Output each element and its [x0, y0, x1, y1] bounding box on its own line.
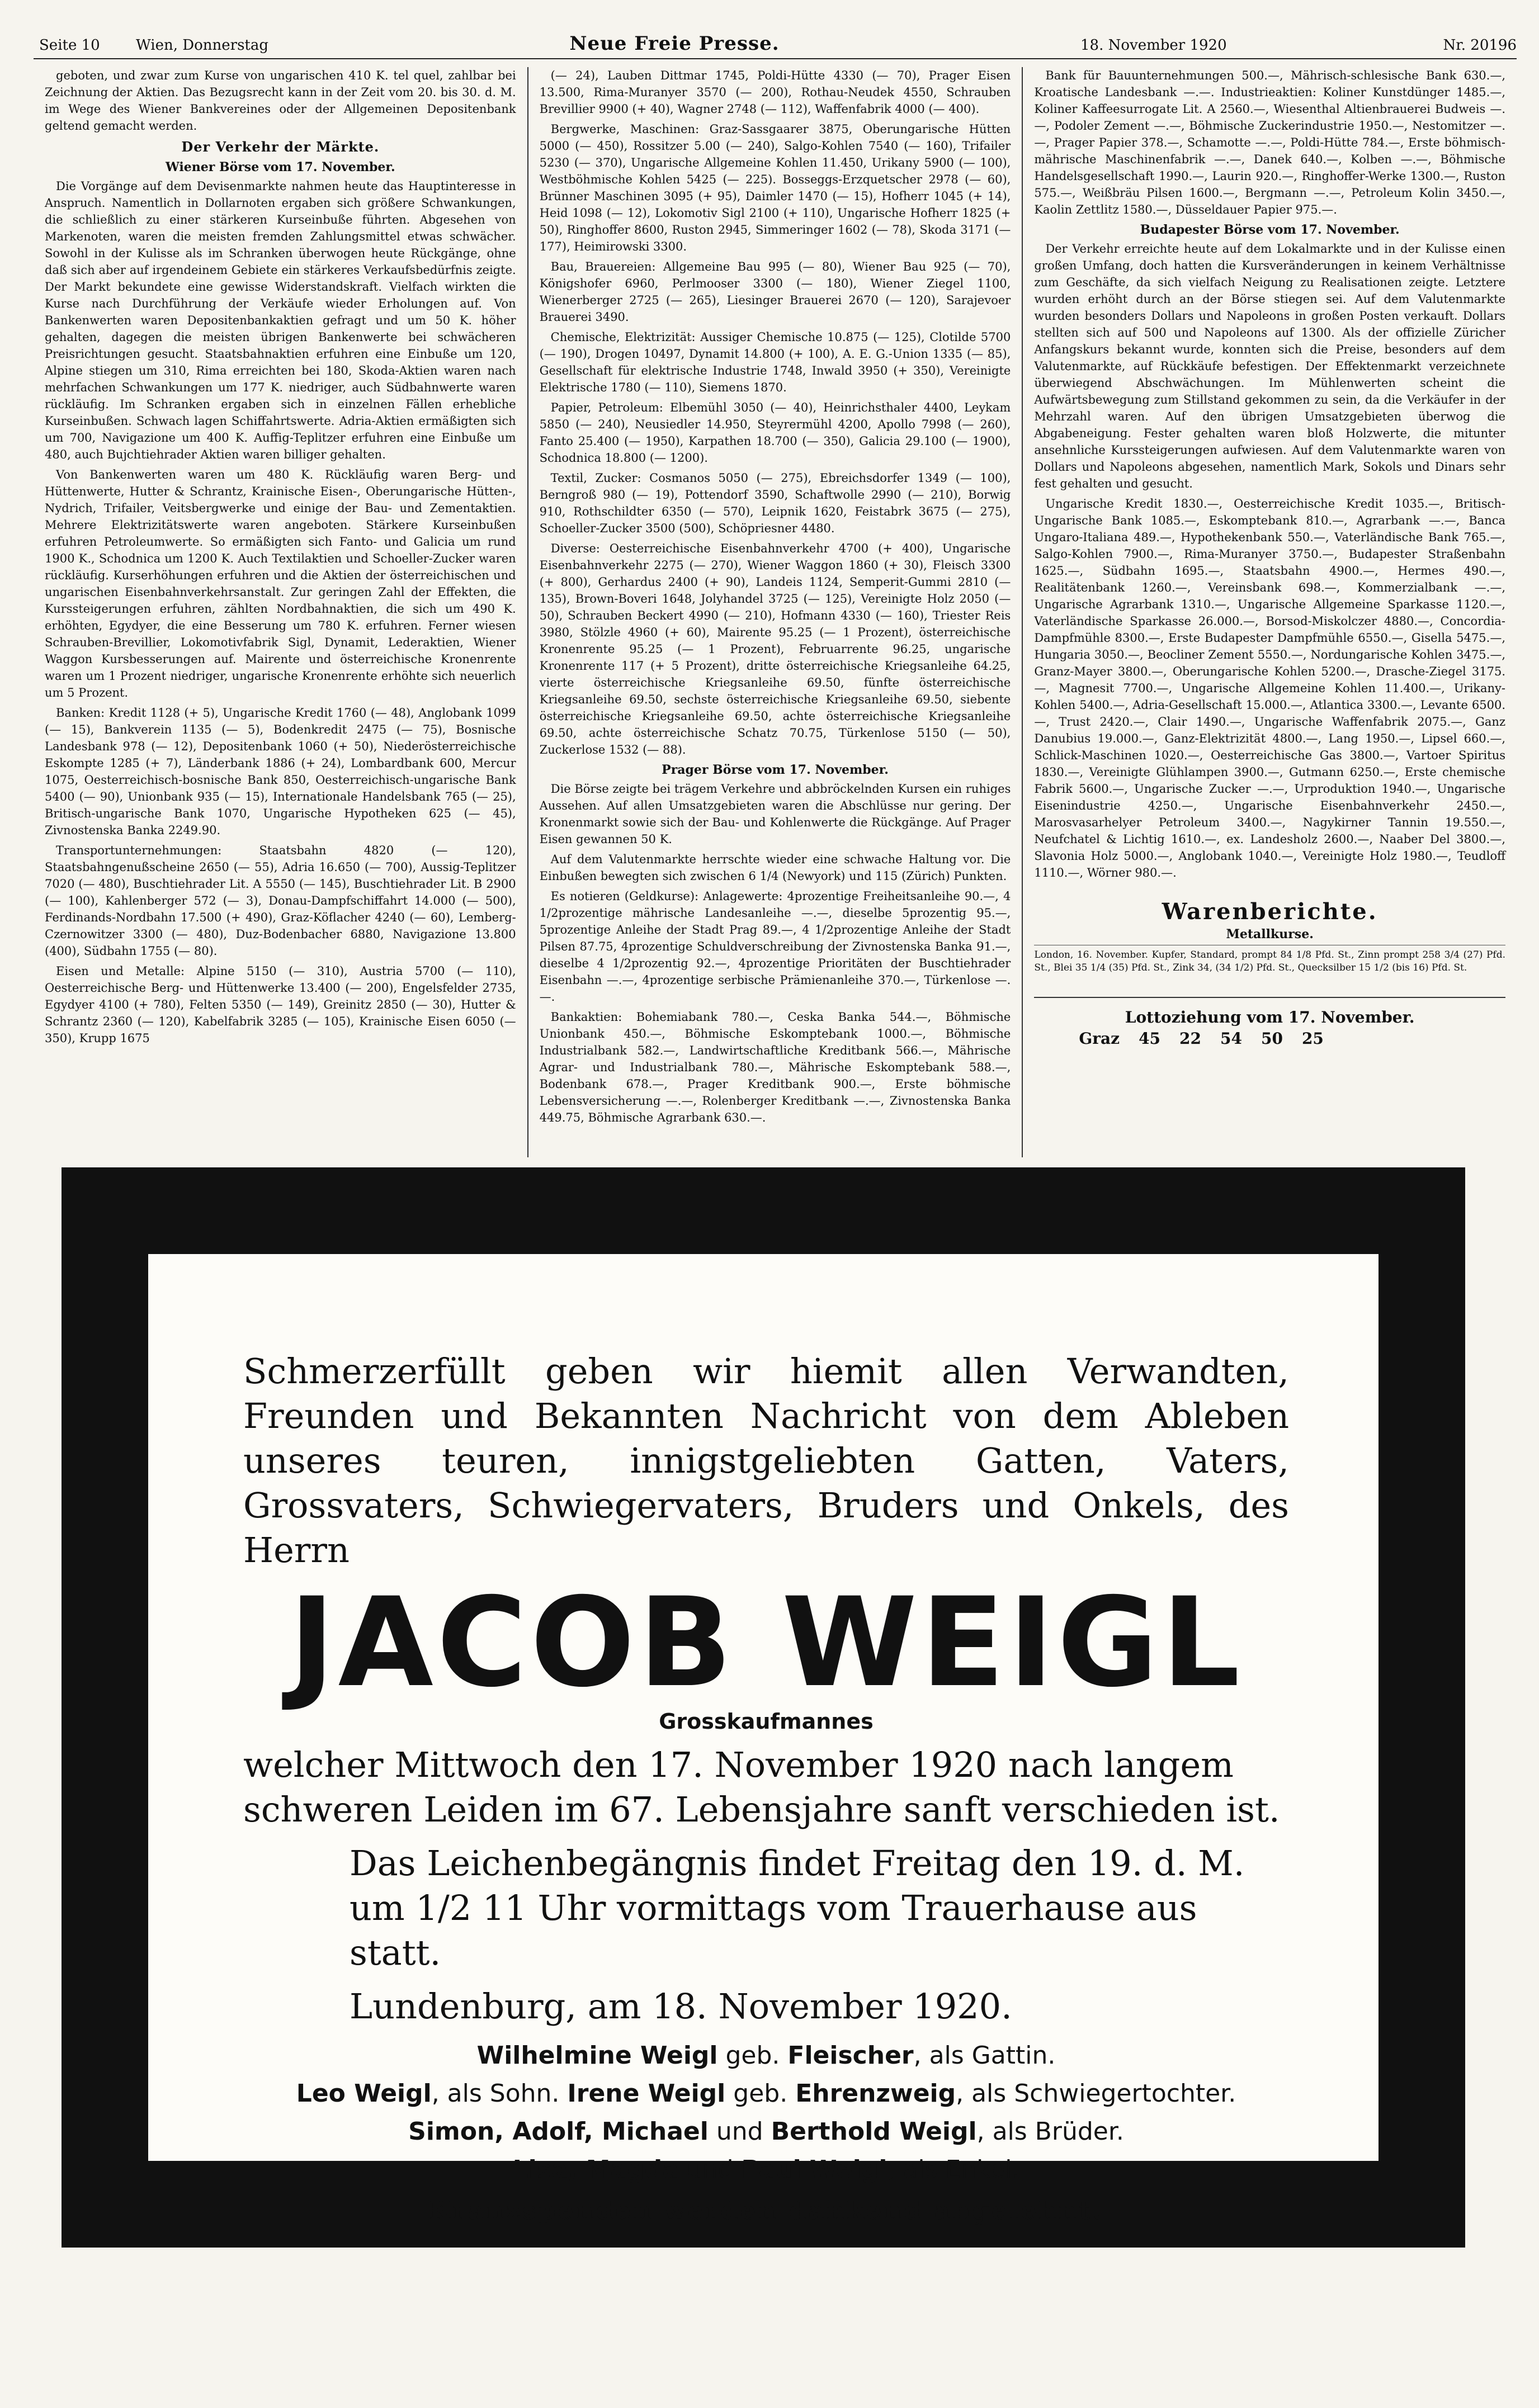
lottery-heading: Lottoziehung vom 17. November.: [1034, 997, 1505, 1026]
metal-prices-heading: Metallkurse.: [1226, 927, 1314, 942]
daughter-in-law-name: Irene Weigl: [567, 2079, 726, 2108]
col2-para11: Bankaktien: Bohemiabank 780.—, Ceska Banka 544.—, Böhmische Unionbank 450.—, Böhmische Eskomptebank 1000.—, Böhmische Industrialbank 582.—, Landwirtschaftliche Kreditbank 566.—, Mährische Agrar- und Industrialbank 780.—, Mährische Eskomptebank 588.—, Bodenbank 678.—, Prager Kreditbank 900.—, Erste böhmische Lebensversicherung —.—, Rolenberger Kreditbank —.—, Zivnostenska Banka 449.75, Böhmische Agrarbank 630.—.: [539, 1010, 1011, 1124]
lottery-number: 45: [1139, 1029, 1161, 1048]
col2-para5: Papier, Petroleum: Elbemühl 3050 (— 40), Heinrichsthaler 4400, Leykam 5850 (— 240), Neusiedler 14.950, Steyrermühl 4200, Apollo 7998 (— 260), Fanto 25.400 (— 1950), Karpathen 18.700 (— 350), Galicia 29.100 (— 1900), Schodnica 18.800 (— 1200).: [539, 401, 1011, 465]
col1-para5: Eisen und Metalle: Alpine 5150 (— 310), Austria 5700 (— 110), Oesterreichische Berg- und Hüttenwerke 13.400 (— 200), Engelsfelder 2735, Egydyer 4100 (+ 780), Felten 5350 (— 149), Greinitz 2850 (— 30), Hutter & Schrantz 2360 (— 120), Kabelfabrik 3285 (— 105), Krainische Eisen 6050 (— 350), Krupp 1675: [45, 964, 516, 1045]
son-role: , als Sohn.: [431, 2079, 560, 2108]
page-number: Seite 10: [39, 37, 100, 54]
col1-para2: Von Bankenwerten waren um 480 K. Rückläufig waren Berg- und Hüttenwerte, Hutter & Schrantz, Krainische Eisen-, Oberungarische Hütten-, Nydrich, Trifailer, Veitsbergwerke und einige der Bau- und Zementaktien. Mehrere Elektrizitätswerte waren angeboten. Stärkere Kurseinbußen erfuhren Petroleumwerte. So ermäßigten sich Fanto- und Galicia um rund 1900 K., Schodnica um 1200 K. Auch Textilaktien und Schoeller-Zucker waren rückläufig. Kurserhöhungen erfuhren und die Aktien der österreichischen und ungarischen Eisenbahnverkehrsanstalt. Zur geringen Zahl der Effekten, die Kurssteigerungen erfuhren, zählten Nordbahnaktien, die sich um 490 K. erhöhten, Egydyer, die eine Besserung um 780 K. erfuhren. Ferner wiesen Schrauben-Brevillier, Lokomotivfabrik Sigl, Dynamit, Lederaktien, Wiener Waggon Kursbesserungen auf. Mairente und österreichische Kronenrente waren um 1 Prozent niedriger, ungarische Kronenrente erhöhte sich neuerlich um 5 Prozent.: [45, 468, 516, 699]
obituary-notice: [62, 1167, 1465, 2248]
col2-para1: (— 24), Lauben Dittmar 1745, Poldi-Hütte 4330 (— 70), Prager Eisen 13.500, Rima-Muranyer 3570 (— 200), Rothau-Neudek 4550, Schrauben Brevillier 9900 (+ 40), Wagner 2748 (— 112), Waffenfabrik 4000 (— 400).: [539, 69, 1011, 116]
brothers-und: und: [716, 2117, 763, 2146]
flowers-declined: Kranzspenden werden dankend abgelehnt.: [429, 2197, 1103, 2225]
signer-brothers: [243, 2113, 1289, 2151]
column-2: [527, 67, 1022, 1157]
commodity-reports-heading: Warenberichte.: [1162, 898, 1378, 925]
col1-para4: Transportunternehmungen: Staatsbahn 4820 (— 120), Staatsbahngenußscheine 2650 (— 55), Adria 16.650 (— 700), Aussig-Teplitzer 7020 (— 480), Buschtiehrader Lit. A 5550 (— 145), Buschtiehrader Lit. B 2900 (— 100), Kahlenberger 572 (— 3), Donau-Dampfschiffahrt 14.000 (— 500), Ferdinands-Nordbahn 17.500 (+ 490), Graz-Köflacher 4240 (— 60), Lemberg-Czernowitzer 3300 (— 480), Duz-Bodenbacher 6880, Navigazione 13.800 (400), Südbahn 1755 (— 80).: [45, 844, 516, 958]
lottery-number: 50: [1261, 1029, 1283, 1048]
header-rule: [34, 58, 1517, 59]
wife-maiden-name: Fleischer: [787, 2041, 914, 2070]
deceased-name: JACOB WEIGL: [289, 1571, 1244, 1714]
vienna-exchange-heading: Wiener Börse vom 17. November.: [166, 160, 395, 174]
grandchildren-last-name: Paul Weigl: [741, 2155, 887, 2184]
daughter-in-law-role: , als Schwiegertochter.: [956, 2079, 1236, 2108]
col2-para9: Auf dem Valutenmarkte herrschte wieder eine schwache Haltung vor. Die Einbußen bewegten sich zwischen 6 1/4 (Newyork) und 115 (Zürich) Punkten.: [539, 853, 1011, 883]
obituary-place-date: [243, 1984, 1289, 2029]
obituary-intro: Schmerzerfüllt geben wir hiemit allen Verwandten, Freunden und Bekannten Nachricht von dem Ableben unseres teuren, innigstgeliebten Gatten, Vaters, Grossvaters, Schwiegervaters, Bruders und Onkels, des Herrn: [243, 1351, 1289, 1570]
col2-para6: Textil, Zucker: Cosmanos 5050 (— 275), Ebreichsdorfer 1349 (— 100), Berngroß 980 (— 19), Pottendorf 3590, Schaftwolle 2990 (— 210), Borwig 910, Rothschildter 6350 (— 570), Leipnik 1620, Feistabrk 3675 (— 275), Schoeller-Zucker 3500 (500), Schöpriesner 4480.: [539, 471, 1011, 535]
signer-grandchildren: [243, 2151, 1289, 2189]
wife-role: , als Gattin.: [913, 2041, 1056, 2070]
column-1: [34, 67, 527, 1157]
col3-para1: Bank für Bauunternehmungen 500.—, Mährisch-schlesische Bank 630.—, Kroatische Landesbank —.—. Industrieaktien: Koliner Kunstdünger 1485.—, Koliner Kaffeesurrogate Lit. A 2560.—, Wiesenthal Altienbrauerei Budweis —.—, Podoler Zement —.—, Böhmische Zuckerindustrie 1950.—, Nestomitzer —.—, Prager Papier 378.—, Schamotte —.—, Poldi-Hütte 784.—, Erste böhmisch-mährische Maschinenfabrik —.—, Danek 640.—, Kolben —.—, Böhmische Handelsgesellschaft 1990.—, Laurin 920.—, Ringhoffer-Werke 1300.—, Ruston 575.—, Weißbräu Pilsen 1600.—, Bergmann —.—, Petroleum Kolin 3450.—, Kaolin Zettlitz 1580.—, Düsseldauer Papier 975.—.: [1034, 69, 1506, 216]
signers: [243, 2037, 1289, 2189]
col3-para2: Der Verkehr erreichte heute auf dem Lokalmarkte und in der Kulisse einen großen Umfang, doch hatten die Kursveränderungen in keinem Verhältnisse zum Geschäfte, da sich vielfach Neigung zu Realisationen zeigte. Letztere wurden erhöht durch an der Börse stiegen sei. Auf dem Valutenmarkte wurden besonders Dollars und Napoleons in großen Posten verkauft. Dollars stellten sich auf 500 und Napoleons auf 1300. Als der offizielle Züricher Anfangskurs bekannt wurde, konnten sich die Preise, besonders auf dem Valutenmarkte, auf Rückkäufe befestigen. Der Effektenmarkt verzeichnete überwiegend Abschwächungen. Im Mühlenwerten scheint die Aufwärtsbewegung zum Stillstand gekommen zu sein, da die Verkäufer in der Mehrzahl waren. Auf den übrigen Umsatzgebieten überwog die Abgabeneigung. Fester gehalten waren bloß Holzwerte, die mitunter ansehnliche Kurssteigerungen aufwiesen. Auf dem Valutenmarkte waren von Dollars und Napoleons abgesehen, namentlich Mark, Sokols und Dinars sehr fest gehalten und gesucht.: [1034, 242, 1506, 490]
lottery-number: 22: [1179, 1029, 1201, 1048]
col2-para4: Chemische, Elektrizität: Aussiger Chemische 10.875 (— 125), Clotilde 5700 (— 190), Drogen 10497, Dynamit 14.800 (+ 100), A. E. G.-Union 1335 (— 85), Gesellschaft für elektrische Industrie 1748, Inwald 3950 (+ 350), Vereinigte Elektrische 1780 (— 110), Siemens 1870.: [539, 330, 1011, 394]
col1-para3: Banken: Kredit 1128 (+ 5), Ungarische Kredit 1760 (— 48), Anglobank 1099 (— 15), Bankverein 1135 (— 5), Bodenkredit 2475 (— 75), Bosnische Landesbank 978 (— 12), Depositenbank 1060 (+ 50), Niederösterreichische Eskompte 1285 (+ 7), Länderbank 1886 (+ 24), Lombardbank 600, Mercur 1075, Oesterreichisch-bosnische Bank 850, Oesterreichisch-ungarische Bank 5400 (— 90), Unionbank 935 (— 15), Internationale Handelsbank 765 (— 25), Britisch-ungarische Bank 1070, Ungarische Hypotheken 625 (— 45), Zivnostenska Banka 2249.90.: [45, 706, 516, 837]
markets-heading: Der Verkehr der Märkte.: [181, 139, 380, 155]
son-name: Leo Weigl: [296, 2079, 432, 2108]
grandchildren-role: , als Enkel.: [887, 2155, 1020, 2184]
prague-exchange-heading: Prager Börse vom 17. November.: [662, 763, 889, 777]
brothers-last-name: Berthold Weigl: [771, 2117, 977, 2146]
col1-para1: Die Vorgänge auf dem Devisenmarkte nahmen heute das Hauptinteresse in Anspruch. Namentlich in Dollarnoten ergaben sich größere Schwankungen, die schließlich zu einer stärkeren Kurseinbuße führten. Abgesehen von Markenoten, waren die meisten fremden Zahlungsmittel etwas schwächer. Sowohl in der Kulisse als im Schranken überwogen heute Rückgänge, ohne daß sich aber auf irgendeinem Gebiete ein stärkeres Verkaufsbedürfnis zeigte. Der Markt bekundete eine gewisse Widerstandskraft. Vielfach wirkten die Kurse nach Durchführung der Verkäufe wieder Erholungen auf. Von Bankenwerten waren Depositenbankaktien gefragt und um 50 K. höher gehalten, dagegen die meisten übrigen Bankenwerte bei schwächeren Preisrichtungen gesucht. Staatsbahnaktien erfuhren eine Einbuße um 120, Alpine stiegen um 310, Rima erreichten bei 180, Skoda-Aktien waren nach mehrfachen Schwankungen um 177 K. niedriger, auch Südbahnwerte waren rückläufig. Im Schranken ergaben sich in einzelnen Fällen erhebliche Kurseinbußen. Schwach lagen Schiffahrtswerte. Adria-Aktien ermäßigten sich um 700, Navigazione um 400 K. Auffig-Teplitzer erfuhren eine Einbuße um 480, auch Bujchtiehrader Aktien waren billiger gehalten.: [45, 179, 516, 461]
col3-para3: Ungarische Kredit 1830.—, Oesterreichische Kredit 1035.—, Britisch-Ungarische Bank 1085.—, Eskomptebank 810.—, Agrarbank —.—, Banca Ungaro-Italiana 489.—, Hypothekenbank 550.—, Vaterländische Bank 765.—, Salgo-Kohlen 7900.—, Rima-Muranyer 3750.—, Budapester Straßenbahn 1625.—, Südbahn 1695.—, Staatsbahn 4900.—, Hermes 490.—, Realitätenbank 1260.—, Vereinsbank 698.—, Kommerzialbank —.—, Ungarische Agrarbank 1310.—, Ungarische Allgemeine Sparkasse 1120.—, Vaterländische Sparkasse 26.000.—, Borsod-Miskolczer 4880.—, Concordia-Dampfmühle 8300.—, Erste Budapester Dampfmühle 6550.—, Gisella 5475.—, Hungaria 3050.—, Beocliner Zement 5550.—, Nordungarische Kohlen 3475.—, Granz-Mayer 3800.—, Oberungarische Kohlen 5200.—, Drasche-Ziegel 3175.—, Magnesit 7700.—, Ungarische Allgemeine Kohlen 11.400.—, Urikany-Kohlen 5400.—, Adria-Gesellschaft 15.000.—, Atlantica 3300.—, Levante 6500.—, Trust 2420.—, Clair 1490.—, Ungarische Waffenfabrik 2075.—, Ganz Danubius 19.000.—, Ganz-Elektrizität 4800.—, Lang 1950.—, Lipsel 660.—, Schlick-Maschinen 1020.—, Oesterreichische Gas 3800.—, Vartoer Spiritus 1830.—, Vereinigte Glühlampen 3900.—, Gutmann 6250.—, Erste chemische Fabrik 5600.—, Ungarische Zucker —.—, Urproduktion 1940.—, Ungarische Eisenindustrie 4250.—, Ungarische Eisenbahnverkehr 2450.—, Marosvasarhelyer Petroleum 3400.—, Nagykirner Tannin 19.550.—, Neufchatel & Lichtig 1610.—, ex. Landesholz 2600.—, Naaber Del 3800.—, Slavonia Holz 5000.—, Anglobank 1040.—, Vereinigte Holz 1980.—, Teudloff 1110.—, Wörner 980.—.: [1034, 497, 1506, 879]
issue-date: 18. November 1920: [1080, 37, 1227, 54]
place-day: Wien, Donnerstag: [136, 37, 268, 54]
newspaper-title: Neue Freie Presse.: [569, 32, 780, 55]
funeral-text: Das Leichenbegängnis findet Freitag den 19. d. M. um 1/2 11 Uhr vormittags vom Trauerhause aus statt.: [350, 1843, 1245, 1973]
col2-para3: Bau, Brauereien: Allgemeine Bau 995 (— 80), Wiener Bau 925 (— 70), Königshofer 6960, Perlmooser 3300 (— 180), Wiener Ziegel 1100, Wienerberger 2725 (— 265), Liesinger Brauerei 2670 (— 120), Sarajevoer Brauerei 3490.: [539, 260, 1011, 324]
wife-name: Wilhelmine Weigl: [476, 2041, 718, 2070]
obituary-death-text: welcher Mittwoch den 17. November 1920 nach langem schweren Leiden im 67. Lebensjahre sanft verschieden ist.: [243, 1744, 1280, 1830]
obituary-content: [243, 1349, 1289, 2225]
lottery-row: [1034, 1030, 1505, 1047]
deceased-title: Grosskaufmannes: [659, 1709, 874, 1734]
obituary-funeral-text: [243, 1841, 1289, 1975]
col2-para2: Bergwerke, Maschinen: Graz-Sassgaarer 3875, Oberungarische Hütten 5000 (— 450), Rossitzer 5.00 (— 240), Salgo-Kohlen 7540 (— 160), Trifailer 5230 (— 370), Ungarische Allgemeine Kohlen 11.450, Urikany 5900 (— 100), Westböhmische Kohlen 5425 (— 225). Bosseggs-Erzquetscher 2978 (— 60), Brünner Maschinen 3095 (+ 95), Daimler 1470 (— 15), Hofherr 1045 (+ 14), Heid 1098 (— 12), Lokomotiv Sigl 2100 (+ 110), Ungarische Hofherr 1825 (+ 50), Ringhoffer 8600, Ruston 2945, Simmeringer 1602 (— 78), Skoda 3171 (— 177), Heimirowski 3300.: [539, 122, 1011, 253]
daughter-in-law-geb: geb.: [733, 2079, 788, 2108]
lottery-number: 25: [1301, 1029, 1324, 1048]
signer-wife: [243, 2037, 1289, 2075]
column-3: [1022, 67, 1517, 1157]
issue-number: Nr. 20196: [1443, 37, 1517, 54]
signer-son-daughter-in-law: [243, 2075, 1289, 2113]
budapest-exchange-heading: Budapester Börse vom 17. November.: [1140, 223, 1400, 237]
col2-para8: Die Börse zeigte bei trägem Verkehre und abbröckelnden Kursen ein ruhiges Aussehen. Auf allen Umsatzgebieten waren die Abschlüsse nur gering. Der Kronenmarkt sowie sich der Bau- und Kohlenwerte die Rückgänge. Auf Prager Eisen gewannen 50 K.: [539, 782, 1011, 846]
lottery-place: Graz: [1079, 1029, 1120, 1048]
col2-para7: Diverse: Oesterreichische Eisenbahnverkehr 4700 (+ 400), Ungarische Eisenbahnverkehr 2275 (— 270), Wiener Waggon 1860 (+ 30), Fleisch 3300 (+ 800), Gerhardus 2400 (+ 90), Landeis 1124, Semperit-Gummi 2810 (— 135), Brown-Boveri 1648, Jolyhandel 3725 (— 125), Vereinigte Holz 2050 (— 50), Schrauben Beckert 4990 (— 210), Hofmann 4330 (— 160), Triester Reis 3980, Stölzle 4960 (+ 60), Mairente 95.25 (— 1 Prozent), österreichische Kronenrente 95.25 (— 1 Prozent), Februarrente 96.25, ungarische Kronenrente 117 (+ 5 Prozent), dritte österreichische Kriegsanleihe 64.25, vierte österreichische Kriegsanleihe 69.50, fünfte österreichische Kriegsanleihe 69.50, sechste österreichische Kriegsanleihe 69.50, siebente österreichische Kriegsanleihe 69.50, achte österreichische Kriegsanleihe 69.50, achte österreichische Schatz 70.75, Türkenlose 5150 (— 50), Zuckerlose 1532 (— 88).: [539, 542, 1011, 756]
metal-prices: London, 16. November. Kupfer, Standard, prompt 84 1/8 Pfd. St., Zinn prompt 258 3/4 (27) Pfd. St., Blei 35 1/4 (35) Pfd. St., Zink 34, (34 1/2) Pfd. St., Quecksilber 15 1/2 (bis 16) Pfd. St.: [1034, 945, 1505, 974]
grandchildren-names: Lisa, Magda: [512, 2155, 679, 2184]
col1-intro: geboten, und zwar zum Kurse von ungarischen 410 K. tel quel, zahlbar bei Zeichnung der Aktien. Das Bezugsrecht kann in der Zeit vom 20. bis 30. d. M. im Wege des Wiener Bankvereines oder der Allgemeinen Depositenbank geltend gemacht werden.: [45, 69, 516, 133]
grandchildren-und: und: [686, 2155, 734, 2184]
brothers-names: Simon, Adolf, Michael: [408, 2117, 709, 2146]
col2-para10: Es notieren (Geldkurse): Anlagewerte: 4prozentige Freiheitsanleihe 90.—, 4 1/2prozentige mährische Landesanleihe —.—, dieselbe 5prozentig 95.—, 5prozentige Anleihe der Stadt Prag 89.—, 4 1/2prozentige Anleihe der Stadt Pilsen 87.75, 4prozentige Schuldverschreibung der Zivnostenska Banka 91.—, dieselbe 4 1/2prozentig 92.—, 4prozentige Prioritäten der Buschtiehrader Eisenbahn —.—, 4prozentige serbische Prämienanleihe 370.—, Türkenlose —.—.: [539, 890, 1011, 1004]
daughter-in-law-maiden-name: Ehrenzweig: [795, 2079, 956, 2108]
place-date-text: Lundenburg, am 18. November 1920.: [350, 1986, 1012, 2027]
text-columns: [34, 67, 1517, 1157]
brothers-role: , als Brüder.: [976, 2117, 1124, 2146]
lottery-number: 54: [1220, 1029, 1242, 1048]
page-header: [39, 32, 1517, 60]
wife-geb: geb.: [725, 2041, 780, 2070]
